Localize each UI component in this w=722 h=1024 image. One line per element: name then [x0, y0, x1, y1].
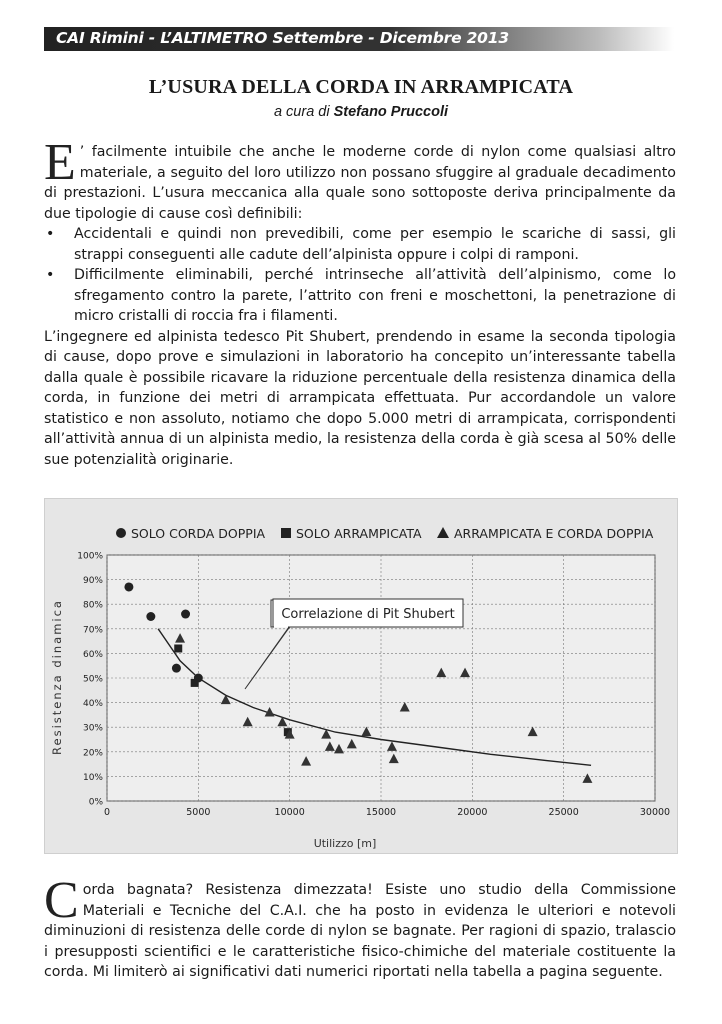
- y-tick-label: 40%: [82, 699, 103, 710]
- article-title: L’USURA DELLA CORDA IN ARRAMPICATA: [148, 76, 574, 98]
- x-tick-label: 10000: [274, 807, 305, 818]
- data-point-circle: [124, 582, 133, 591]
- intro-dropcap: E: [44, 134, 76, 191]
- legend-marker-triangle: [437, 527, 449, 538]
- y-tick-label: 80%: [82, 600, 103, 611]
- x-tick-label: 30000: [639, 807, 671, 818]
- chart-svg: [45, 499, 677, 853]
- legend-label: SOLO CORDA DOPPIA: [131, 526, 266, 541]
- legend-marker-circle: [116, 528, 126, 538]
- data-point-circle: [172, 664, 181, 673]
- header-text: CAI Rimini - L’ALTIMETRO Settembre - Dicembre 2013: [56, 29, 509, 47]
- intro-paragraph: [44, 134, 676, 224]
- closing-dropcap: C: [44, 872, 79, 929]
- y-tick-label: 0%: [88, 797, 103, 808]
- closing-section: [44, 872, 676, 983]
- legend-label: ARRAMPICATA E CORDA DOPPIA: [454, 526, 654, 541]
- closing-paragraph: [44, 872, 676, 983]
- cause-list: [44, 224, 676, 327]
- y-tick-label: 60%: [82, 649, 103, 660]
- x-axis-ticks: [104, 807, 670, 818]
- list-item: • Difficilmente eliminabili, perché intrinseche all’attività dell’alpinismo, come lo sfregamento contro la parete, l’attrito con freni e moschettoni, la penetrazione di micro cristalli di roccia fra i filamenti.: [44, 265, 676, 327]
- y-tick-label: 10%: [82, 772, 103, 783]
- y-axis-label: Resistenza dinamica: [50, 599, 64, 755]
- article-body: [44, 134, 676, 470]
- x-tick-label: 5000: [186, 807, 211, 818]
- data-point-square: [174, 644, 182, 652]
- byline-prefix: a cura di: [273, 104, 330, 120]
- y-tick-label: 30%: [82, 723, 103, 734]
- y-tick-label: 50%: [82, 674, 103, 685]
- x-tick-label: 15000: [365, 807, 397, 818]
- article-byline: [0, 104, 722, 120]
- legend-marker-square: [281, 528, 291, 538]
- y-axis-ticks: [77, 552, 103, 808]
- author-name: Stefano Pruccoli: [333, 104, 449, 120]
- list-item: • Accidentali e quindi non prevedibili, come per esempio le scariche di sassi, gli strappi conseguenti alle cadute dell’alpinista oppure i colpi di ramponi.: [44, 224, 676, 265]
- x-tick-label: 0: [103, 807, 111, 818]
- closing-text: orda bagnata? Resistenza dimezzata! Esiste uno studio della Commissione Materiali e Tecniche del C.A.I. che ha posto in evidenza le ulteriori e notevoli diminuzioni di resistenza delle corde di nylon se bagnate. Per ragioni di spazio, tralascio i presupposti scientifici e le caratteristiche fisico-chimiche del materiale costituente la corda. Mi limiterò ai significativi dati numerici riportati nella tabella a pagina seguente.: [44, 882, 676, 980]
- intro-text: ’ facilmente intuibile che anche le moderne corde di nylon come qualsiasi altro materiale, a seguito del loro utilizzo non possano sfuggire al graduale decadimento di prestazioni. L’usura meccanica alla quale sono sottoposte deriva principalmente da due tipologie di cause così definibili:: [44, 144, 676, 222]
- x-tick-label: 20000: [457, 807, 488, 818]
- page-header: [44, 27, 674, 51]
- callout-text: Correlazione di Pit Shubert: [281, 607, 455, 622]
- data-point-circle: [181, 610, 190, 619]
- y-tick-label: 90%: [82, 576, 103, 587]
- shubert-paragraph: L’ingegnere ed alpinista tedesco Pit Shubert, prendendo in esame la seconda tipologia di cause, dopo prove e simulazioni in laboratorio ha concepito un’interessante tabella dalla quale è possibile ricavare la riduzione percentuale della resistenza dinamica della corda, in funzione dei metri di arrampicata effettuata. Pur accordandole un valore statistico e non assoluto, notiamo che dopo 5.000 metri di arrampicata, corrispondenti all’attività annua di un alpinista medio, la resistenza della corda è già scesa al 50% delle sue potenzialità originarie.: [44, 328, 676, 468]
- y-tick-label: 20%: [82, 748, 103, 759]
- resistance-chart: [44, 498, 678, 854]
- x-tick-label: 25000: [548, 807, 579, 818]
- y-tick-label: 70%: [82, 625, 103, 636]
- chart-legend: [116, 526, 654, 541]
- x-axis-label: Utilizzo [m]: [313, 837, 377, 850]
- chart-grid: [107, 555, 655, 801]
- data-point-square: [191, 679, 199, 687]
- legend-label: SOLO ARRAMPICATA: [296, 526, 422, 541]
- y-tick-label: 100%: [77, 551, 103, 562]
- data-point-circle: [146, 612, 155, 621]
